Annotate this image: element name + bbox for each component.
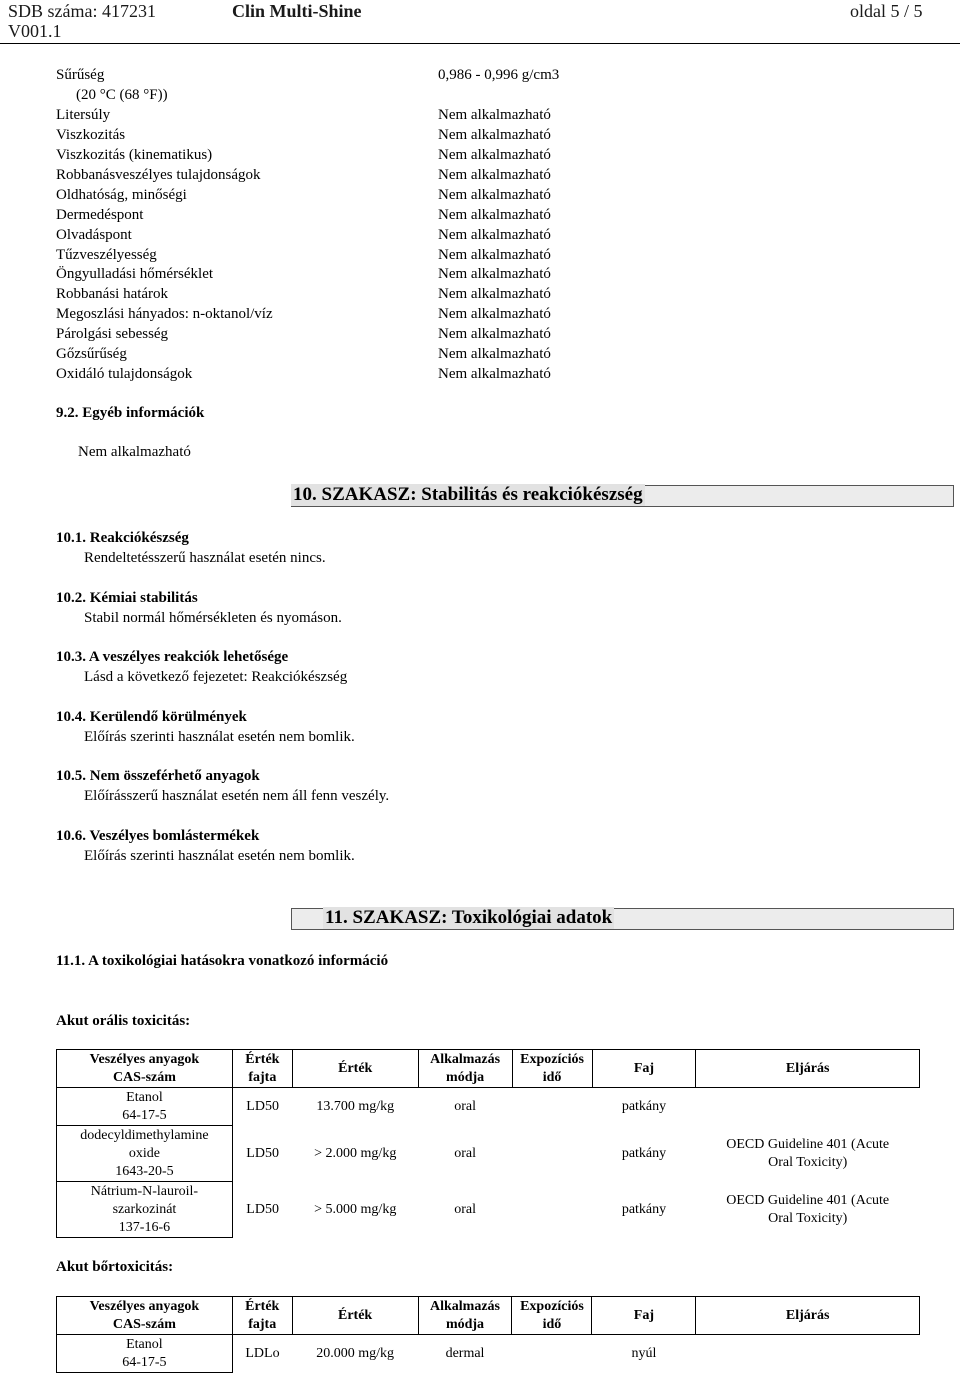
sdb-number: SDB száma: 417231: [8, 1, 156, 21]
item-heading: 10.4. Kerülendő körülmények: [56, 709, 247, 725]
property-value: Nem alkalmazható: [438, 346, 551, 362]
property-label: Robbanási határok: [56, 286, 169, 302]
page-number: oldal 5 / 5: [850, 1, 923, 21]
method-cell: [696, 1335, 920, 1373]
header-substance: Veszélyes anyagok CAS-szám: [57, 1050, 233, 1088]
table-row: [57, 1088, 920, 1126]
item-text: Stabil normál hőmérsékleten és nyomáson.: [84, 610, 342, 626]
method-cell: OECD Guideline 401 (Acute Oral Toxicity): [726, 1192, 890, 1226]
property-label: Tűzveszélyesség: [56, 247, 157, 263]
substance-cell: Nátrium-N-lauroil- szarkozinát 137-16-6: [57, 1182, 233, 1238]
header-value: Érték: [292, 1050, 418, 1088]
header-value: Érték: [292, 1297, 418, 1335]
species-cell: nyúl: [631, 1345, 657, 1361]
section-9-2-text: Nem alkalmazható: [78, 444, 191, 460]
property-value: Nem alkalmazható: [438, 227, 551, 243]
section-9-2-heading: 9.2. Egyéb információk: [56, 405, 205, 421]
property-value: Nem alkalmazható: [438, 167, 551, 183]
item-text: Előírás szerinti használat esetén nem bomlik.: [84, 848, 355, 864]
property-value: Nem alkalmazható: [438, 266, 551, 282]
route-cell: oral: [454, 1201, 476, 1217]
property-value: Nem alkalmazható: [438, 247, 551, 263]
property-value: Nem alkalmazható: [438, 147, 551, 163]
property-value: Nem alkalmazható: [438, 306, 551, 322]
item-heading: 10.2. Kémiai stabilitás: [56, 590, 198, 606]
species-cell: patkány: [621, 1098, 667, 1114]
acute-oral-table: [56, 1049, 920, 1238]
method-cell: [696, 1088, 920, 1126]
header-route: Alkalmazás módja: [418, 1297, 512, 1335]
table-row: [57, 1182, 920, 1238]
route-cell: oral: [454, 1098, 476, 1114]
acute-dermal-heading: Akut bőrtoxicitás:: [56, 1259, 174, 1275]
property-label: Robbanásveszélyes tulajdonságok: [56, 167, 261, 183]
table-header-row: [57, 1297, 920, 1335]
property-label: Öngyulladási hőmérséklet: [56, 266, 214, 282]
header-species: Faj: [592, 1297, 696, 1335]
property-value: Nem alkalmazható: [438, 286, 551, 302]
item-text: Előírásszerű használat esetén nem áll fenn veszély.: [84, 788, 390, 804]
header-route: Alkalmazás módja: [418, 1050, 512, 1088]
item-heading: 10.5. Nem összeférhető anyagok: [56, 768, 260, 784]
species-cell: patkány: [621, 1145, 667, 1161]
exposure-cell: [512, 1088, 592, 1126]
product-name: Clin Multi-Shine: [232, 1, 362, 21]
property-value: Nem alkalmazható: [438, 366, 551, 382]
value-type-cell: LD50: [246, 1098, 279, 1114]
property-value: 0,986 - 0,996 g/cm3: [438, 67, 560, 83]
species-cell: patkány: [621, 1201, 667, 1217]
property-label: Olvadáspont: [56, 227, 132, 243]
header-method: Eljárás: [696, 1297, 920, 1335]
item-text: Rendeltetésszerű használat esetén nincs.: [84, 550, 326, 566]
exposure-cell: [512, 1126, 592, 1182]
substance-cell: dodecyldimethylamine oxide 1643-20-5: [57, 1126, 233, 1182]
value-type-cell: LDLo: [245, 1345, 280, 1361]
item-text: Előírás szerinti használat esetén nem bomlik.: [84, 729, 355, 745]
table-row: [57, 1335, 920, 1373]
header-value-type: Érték fajta: [232, 1050, 292, 1088]
header-exposure: Expozíciós idő: [512, 1050, 592, 1088]
property-label: Dermedéspont: [56, 207, 144, 223]
property-label: Gőzsűrűség: [56, 346, 127, 362]
value-type-cell: LD50: [246, 1145, 279, 1161]
item-heading: 10.3. A veszélyes reakciók lehetősége: [56, 649, 289, 665]
section-11-title: 11. SZAKASZ: Toxikológiai adatok: [325, 907, 613, 928]
exposure-cell: [512, 1335, 592, 1373]
header-value-type: Érték fajta: [232, 1297, 292, 1335]
property-value: Nem alkalmazható: [438, 187, 551, 203]
header-exposure: Expozíciós idő: [512, 1297, 592, 1335]
method-cell: OECD Guideline 401 (Acute Oral Toxicity): [726, 1136, 890, 1170]
property-label: Oldhatóság, minőségi: [56, 187, 187, 203]
version-label: V001.1: [8, 21, 62, 41]
property-label: Oxidáló tulajdonságok: [56, 366, 193, 382]
table-row: [57, 1126, 920, 1182]
acute-dermal-table: [56, 1296, 920, 1373]
item-heading: 10.6. Veszélyes bomlástermékek: [56, 828, 260, 844]
header-method: Eljárás: [696, 1050, 920, 1088]
property-label: Sűrűség: [56, 67, 105, 83]
header-species: Faj: [592, 1050, 696, 1088]
property-label: Viszkozitás (kinematikus): [56, 147, 213, 163]
item-text: Lásd a következő fejezetet: Reakciókészség: [84, 669, 348, 685]
header-substance: Veszélyes anyagok CAS-szám: [57, 1297, 233, 1335]
value-type-cell: LD50: [246, 1201, 279, 1217]
property-value: Nem alkalmazható: [438, 107, 551, 123]
property-label: Viszkozitás: [56, 127, 126, 143]
route-cell: dermal: [445, 1345, 485, 1361]
section-10-title: 10. SZAKASZ: Stabilitás és reakciókészség: [293, 484, 643, 505]
header-divider: [0, 43, 960, 44]
property-value: Nem alkalmazható: [438, 127, 551, 143]
table-header-row: [57, 1050, 920, 1088]
property-label: Párolgási sebesség: [56, 326, 169, 342]
value-cell: > 2.000 mg/kg: [314, 1145, 397, 1161]
substance-cell: Etanol 64-17-5: [57, 1335, 233, 1373]
value-cell: > 5.000 mg/kg: [314, 1201, 397, 1217]
value-cell: 20.000 mg/kg: [316, 1345, 394, 1361]
property-label: Litersúly: [56, 107, 111, 123]
substance-cell: Etanol 64-17-5: [57, 1088, 233, 1126]
exposure-cell: [512, 1182, 592, 1238]
property-label: Megoszlási hányados: n-oktanol/víz: [56, 306, 273, 322]
value-cell: 13.700 mg/kg: [316, 1098, 395, 1114]
property-value: Nem alkalmazható: [438, 326, 551, 342]
property-value: Nem alkalmazható: [438, 207, 551, 223]
section-11-1-heading: 11.1. A toxikológiai hatásokra vonatkozó információ: [56, 953, 389, 969]
route-cell: oral: [454, 1145, 476, 1161]
acute-oral-heading: Akut orális toxicitás:: [56, 1013, 191, 1029]
property-label: (20 °C (68 °F)): [76, 87, 168, 103]
item-heading: 10.1. Reakciókészség: [56, 530, 189, 546]
